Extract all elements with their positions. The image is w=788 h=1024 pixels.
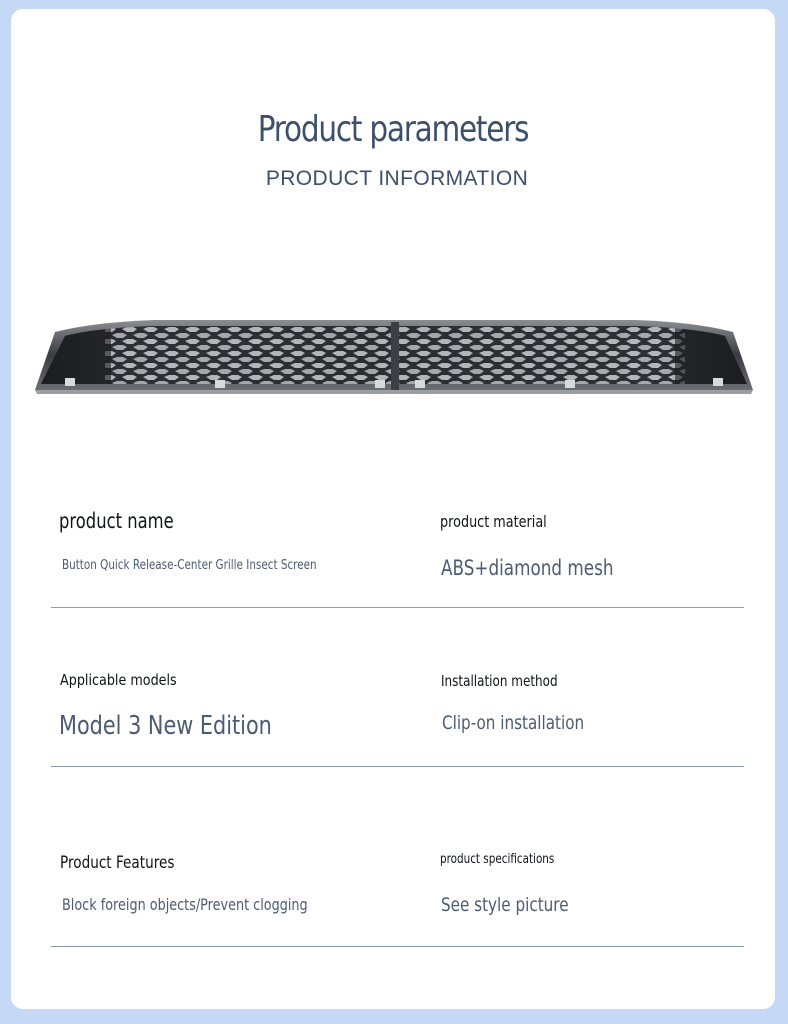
product-name-value: Button Quick Release-Center Grille Insect Screen	[62, 558, 317, 573]
product-material-value: ABS+diamond mesh	[441, 556, 614, 580]
product-parameters-card	[11, 9, 775, 1009]
page-title: Product parameters	[257, 109, 529, 150]
product-features-label: Product Features	[60, 853, 175, 873]
divider	[51, 607, 744, 608]
installation-method-label: Installation method	[441, 672, 558, 690]
product-specifications-value: See style picture	[441, 894, 569, 916]
installation-method-value: Clip-on installation	[442, 712, 585, 734]
applicable-models-label: Applicable models	[60, 671, 177, 689]
page-subtitle: PRODUCT INFORMATION	[265, 167, 529, 190]
applicable-models-value: Model 3 New Edition	[59, 711, 272, 741]
product-features-value: Block foreign objects/Prevent clogging	[62, 895, 308, 914]
front-grille-insect-screen-icon	[35, 314, 753, 396]
divider	[51, 946, 744, 947]
product-specifications-label: product specifications	[440, 852, 555, 867]
product-name-label: product name	[59, 509, 174, 533]
divider	[51, 766, 744, 767]
product-material-label: product material	[440, 512, 547, 531]
